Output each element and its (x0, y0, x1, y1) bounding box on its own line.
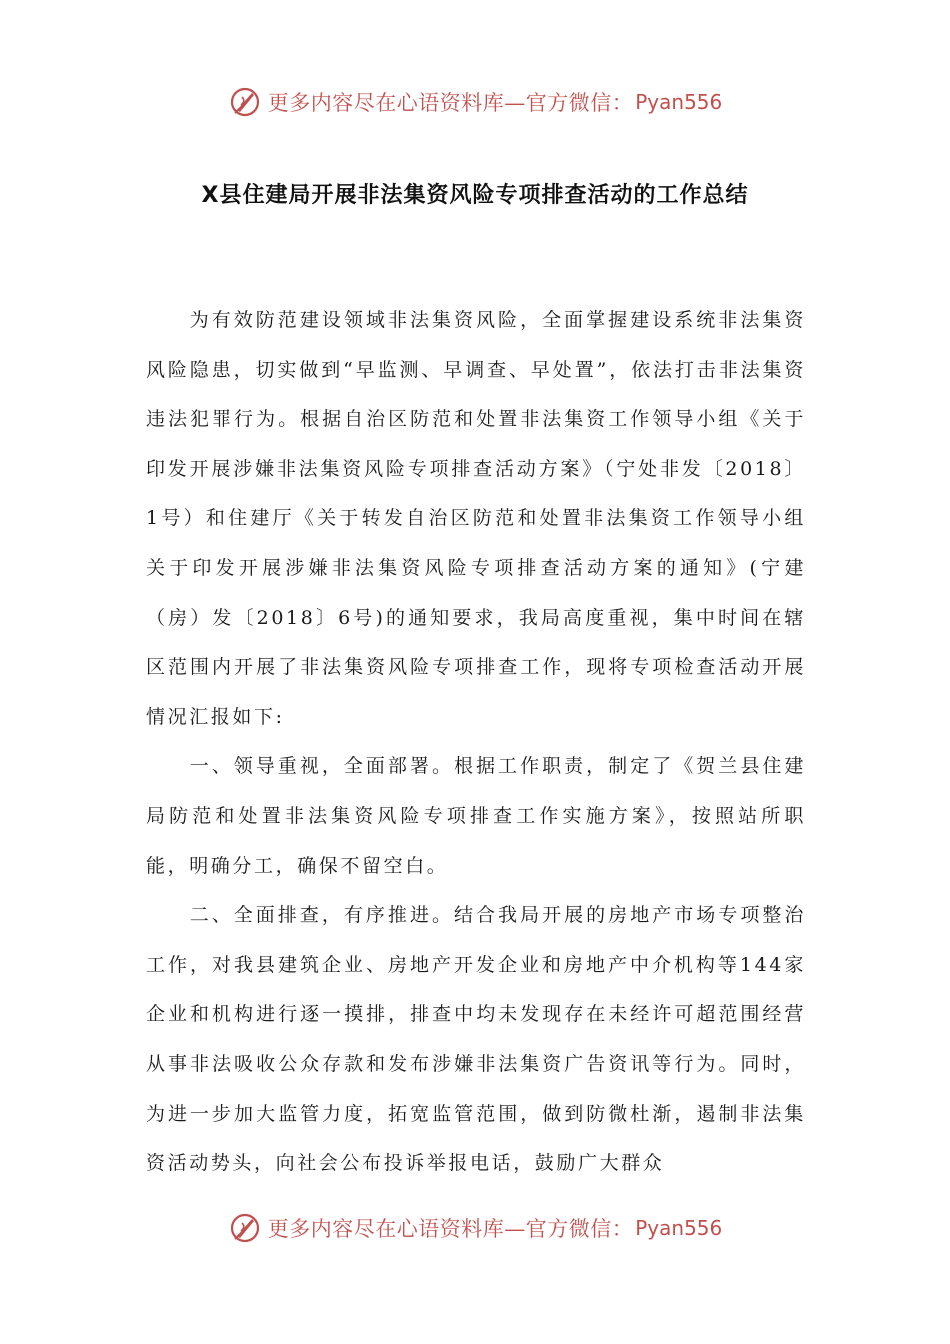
paragraph-section-2: 二、全面排查，有序推进。结合我局开展的房地产市场专项整治工作，对我县建筑企业、房地产开发企业和房地产中介机构等144家企业和机构进行逐一摸排，排查中均未发现存在未经许可超范围经营从事非法吸收公众存款和发布涉嫌非法集资广告资讯等行为。同时，为进一步加大监管力度，拓宽监管范围，做到防微杜渐，遏制非法集资活动势头，向社会公布投诉举报电话，鼓励广大群众 (146, 904, 806, 1175)
document-body (146, 296, 806, 1189)
watermark-text: 更多内容尽在心语资料库—官方微信： (267, 1217, 634, 1241)
watermark-wechat-id: Pyan556 (635, 90, 723, 114)
paragraph-section-1: 一、领导重视，全面部署。根据工作职责，制定了《贺兰县住建局防范和处置非法集资风险专项排查工作实施方案》，按照站所职能，明确分工，确保不留空白。 (146, 755, 806, 877)
watermark-text: 更多内容尽在心语资料库—官方微信： (267, 91, 634, 115)
quill-logo-icon (228, 85, 262, 119)
watermark-wechat-id: Pyan556 (635, 1216, 723, 1240)
header-watermark-banner (0, 82, 950, 122)
footer-watermark-banner (0, 1208, 950, 1248)
document-title: X县住建局开展非法集资风险专项排查活动的工作总结 (201, 183, 749, 208)
paragraph-intro: 为有效防范建设领域非法集资风险，全面掌握建设系统非法集资风险隐患，切实做到“早监测、早调查、早处置”，依法打击非法集资违法犯罪行为。根据自治区防范和处置非法集资工作领导小组《关于印发开展涉嫌非法集资风险专项排查活动方案》（宁处非发〔2018〕1号）和住建厅《关于转发自治区防范和处置非法集资工作领导小组关于印发开展涉嫌非法集资风险专项排查活动方案的通知》(宁建（房）发〔2018〕6号)的通知要求，我局高度重视，集中时间在辖区范围内开展了非法集资风险专项排查工作，现将专项检查活动开展情况汇报如下: (146, 309, 806, 728)
quill-logo-icon (228, 1211, 262, 1245)
